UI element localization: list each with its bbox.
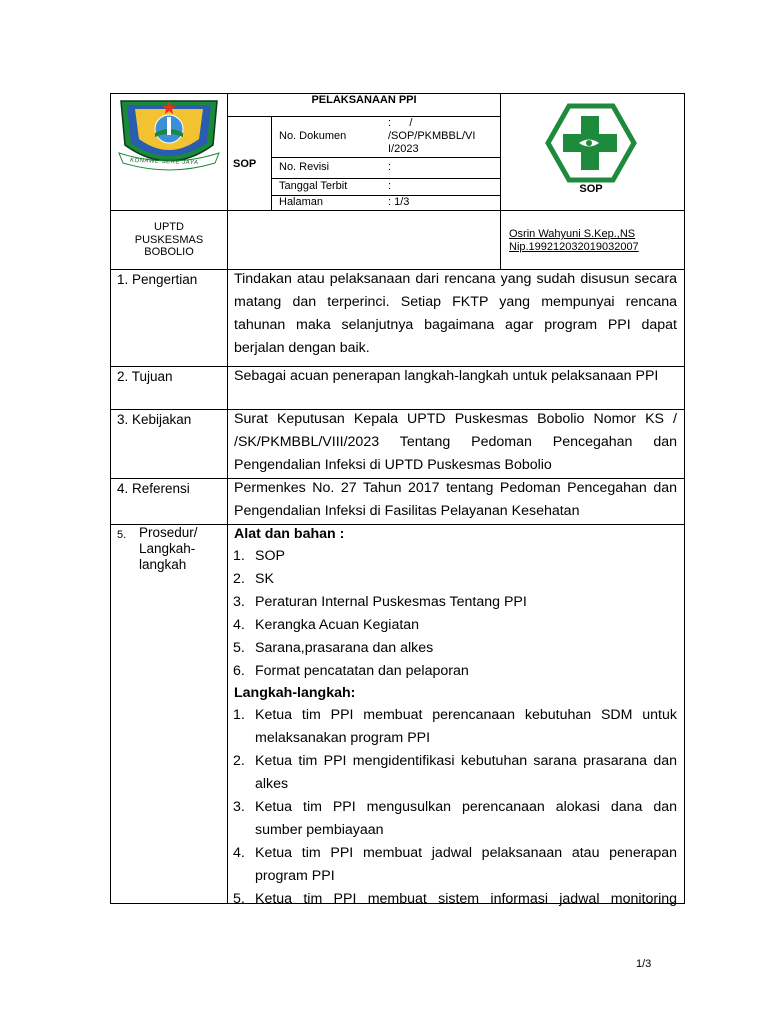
page-number: 1/3 bbox=[636, 958, 652, 970]
kebijakan-label: 3. Kebijakan bbox=[117, 412, 192, 427]
referensi-label: 4. Referensi bbox=[117, 481, 190, 496]
list-item: 3. Ketua tim PPI mengusulkan perencanaan alokasi dana dan sumber pembiayaan bbox=[233, 799, 677, 838]
tujuan-label: 2. Tujuan bbox=[117, 369, 173, 384]
organization-name: UPTD PUSKESMAS BOBOLIO bbox=[134, 221, 204, 258]
prosedur-number: 5. bbox=[117, 529, 127, 541]
document-title: PELAKSANAAN PPI bbox=[311, 94, 417, 106]
list-item: 2. SK bbox=[233, 571, 274, 587]
puskesmas-logo-icon bbox=[545, 103, 637, 183]
prosedur-label: Prosedur/ Langkah- langkah bbox=[139, 525, 198, 572]
list-item: 4. Ketua tim PPI membuat jadwal pelaksanaan atau penerapan program PPI bbox=[233, 845, 677, 884]
list-item: 3. Peraturan Internal Puskesmas Tentang PPI bbox=[233, 594, 527, 610]
list-item: 1. Ketua tim PPI membuat perencanaan kebutuhan SDM untuk melaksanakan program PPI bbox=[233, 707, 677, 746]
list-item: 4. Kerangka Acuan Kegiatan bbox=[233, 617, 420, 633]
list-item: 5. Sarana,prasarana dan alkes bbox=[233, 640, 434, 656]
page-label: Halaman bbox=[279, 196, 324, 208]
pengertian-text: Tindakan atau pelaksanaan dari rencana yang sudah disusun secara matang dan terperinci. Setiap FKTP yang mempunyai rencana tahunan maka selanjutnya bagaimana agar program PPI dapat berjalan dengan baik. bbox=[234, 271, 677, 356]
langkah-title: Langkah-langkah: bbox=[234, 685, 356, 701]
page-value: : 1/3 bbox=[388, 196, 410, 208]
signer-name: Osrin Wahyuni S.Kep.,NS bbox=[509, 228, 636, 240]
revision-label: No. Revisi bbox=[279, 161, 330, 173]
pengertian-label: 1. Pengertian bbox=[117, 272, 198, 287]
list-item: 2. Ketua tim PPI mengidentifikasi kebutuhan sarana prasarana dan alkes bbox=[233, 753, 677, 792]
kebijakan-text: Surat Keputusan Kepala UPTD Puskesmas Bobolio Nomor KS / /SK/PKMBBL/VIII/2023 Tentang Pedoman Pencegahan dan Pengendalian Infeksi di UPTD Puskesmas Bobolio bbox=[234, 411, 677, 473]
sop-logo-caption: SOP bbox=[579, 183, 603, 195]
list-item: 6. Format pencatatan dan pelaporan bbox=[233, 663, 469, 679]
sop-label: SOP bbox=[233, 158, 257, 170]
doc-number-label: No. Dokumen bbox=[279, 130, 347, 142]
doc-number-value: : / /SOP/PKMBBL/VI I/2023 bbox=[388, 117, 476, 155]
crest-banner-text: KONAWE SERE JAYA bbox=[129, 157, 199, 167]
tujuan-text: Sebagai acuan penerapan langkah-langkah untuk pelaksanaan PPI bbox=[234, 368, 659, 384]
alat-list bbox=[233, 545, 677, 683]
issue-date-value: : bbox=[388, 180, 392, 192]
revision-value: : bbox=[388, 161, 392, 173]
issue-date-label: Tanggal Terbit bbox=[279, 180, 348, 192]
signer-nip: Nip.199212032019032007 bbox=[509, 241, 639, 253]
list-item: 5. Ketua tim PPI membuat sistem informasi jadwal monitoring bbox=[233, 891, 677, 907]
alat-title: Alat dan bahan : bbox=[234, 526, 345, 542]
list-item: 1. SOP bbox=[233, 548, 285, 564]
referensi-text: Permenkes No. 27 Tahun 2017 tentang Pedoman Pencegahan dan Pengendalian Infeksi di Fasilitas Pelayanan Kesehatan bbox=[234, 480, 677, 519]
langkah-list bbox=[233, 704, 677, 911]
